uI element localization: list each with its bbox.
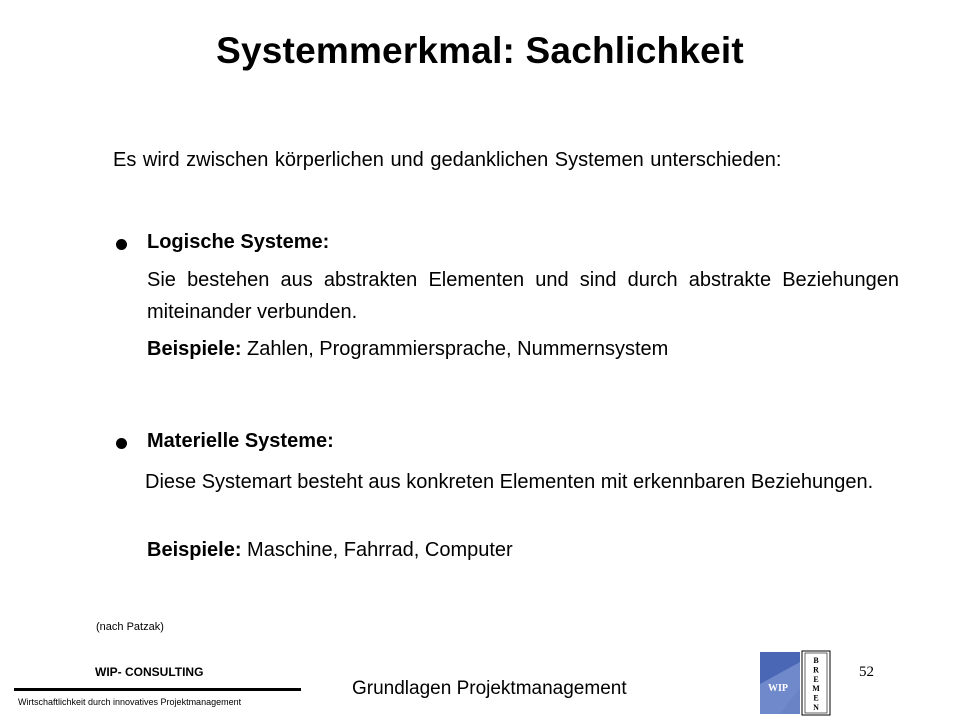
section-body-material: Diese Systemart besteht aus konkreten Elementen mit erkennbaren Beziehungen.	[145, 471, 874, 493]
section-examples-logical	[147, 338, 668, 361]
examples-label: Beispiele:	[147, 338, 242, 360]
bullet-icon	[116, 239, 127, 250]
section-heading-material: Materielle Systeme:	[147, 430, 334, 452]
logo-city-letter: E	[813, 693, 819, 703]
logo-city-letter: R	[813, 665, 819, 675]
bullet-icon	[116, 438, 127, 449]
wip-bremen-logo	[760, 650, 832, 716]
page-number: 52	[859, 664, 874, 680]
footer-divider	[14, 688, 301, 691]
section-body-logical: Sie bestehen aus abstrakten Elementen und sind durch abstrakte Beziehungen miteinander verbunden.	[147, 269, 899, 323]
examples-text: Zahlen, Programmiersprache, Nummernsystem	[241, 338, 669, 360]
section-heading-logical: Logische Systeme:	[147, 231, 330, 253]
examples-label: Beispiele:	[147, 539, 242, 561]
logo-city-letter: M	[812, 684, 820, 694]
logo-city-letter: B	[813, 656, 819, 665]
intro-text: Es wird zwischen körperlichen und gedanklichen Systemen unterschieden:	[113, 149, 782, 171]
examples-text: Maschine, Fahrrad, Computer	[241, 539, 513, 561]
company-name: WIP- CONSULTING	[95, 665, 204, 679]
source-note: (nach Patzak)	[96, 621, 164, 633]
company-tagline: Wirtschaftlichkeit durch innovatives Projektmanagement	[18, 697, 242, 707]
logo-city-letter: N	[813, 703, 819, 712]
course-title: Grundlagen Projektmanagement	[352, 678, 627, 699]
section-examples-material	[147, 539, 513, 562]
logo-city-letter: E	[813, 674, 819, 684]
slide-title: Systemmerkmal: Sachlichkeit	[216, 30, 744, 71]
logo-wip-text: WIP	[768, 683, 788, 694]
